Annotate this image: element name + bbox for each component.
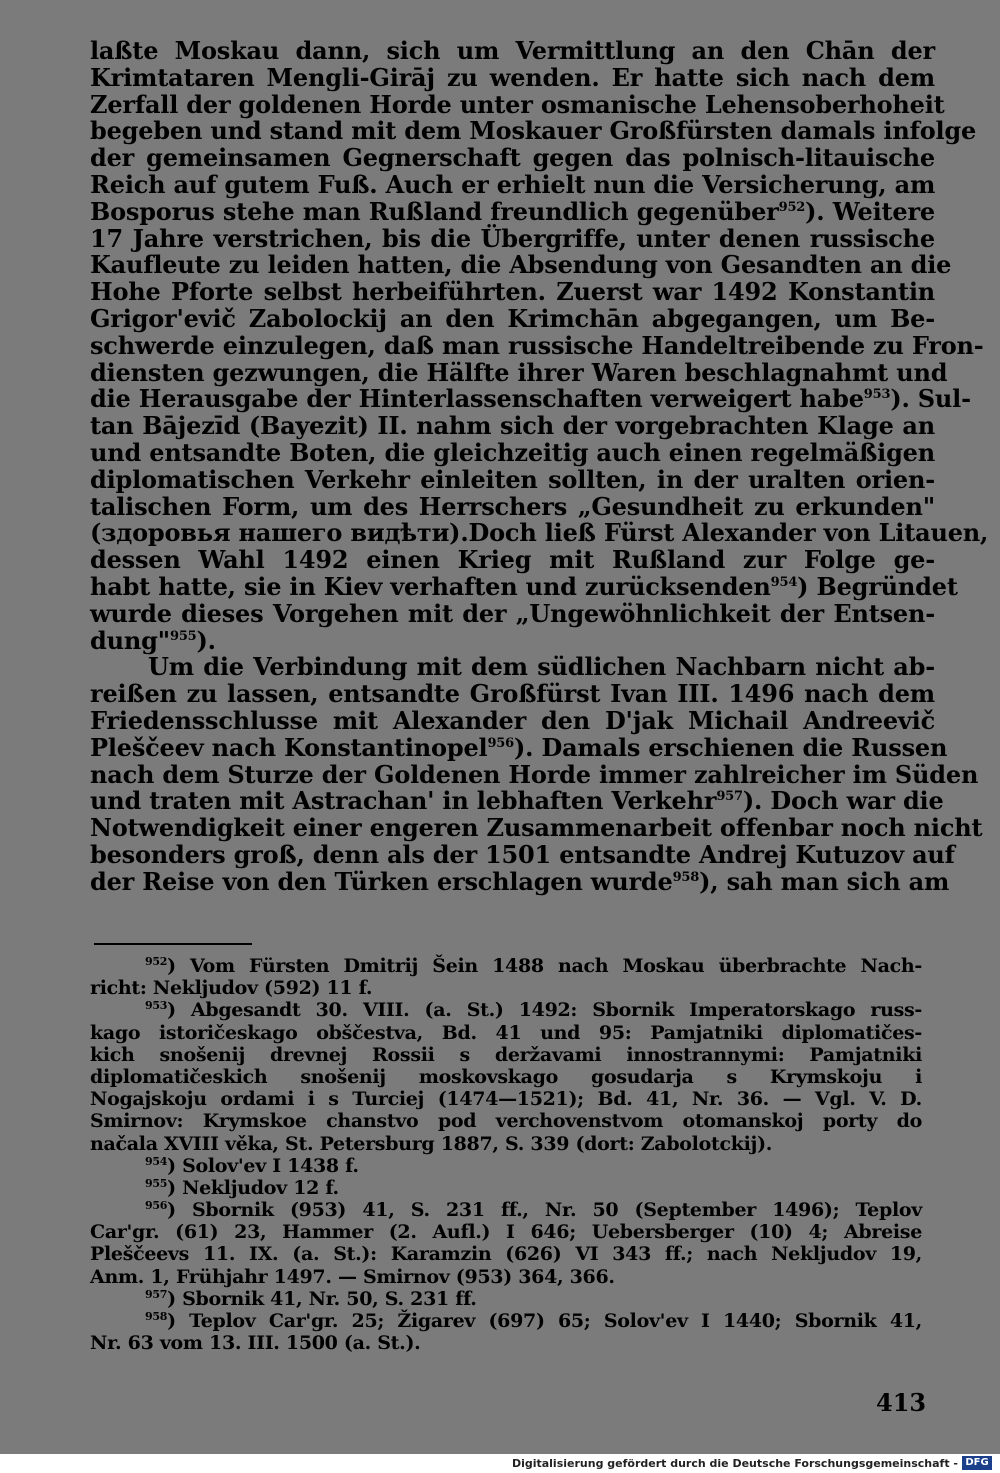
text-line — [90, 279, 935, 306]
footnote-number: 954 — [145, 1154, 168, 1168]
footnote-reference: 957 — [716, 789, 743, 805]
footnote-reference: 956 — [487, 735, 514, 751]
footnote-number: 958 — [145, 1310, 168, 1323]
text-line — [90, 705, 935, 735]
text-line — [90, 759, 979, 789]
line-text: Zerfall der goldenen Horde unter osmanische Lehensoberhoheit — [90, 89, 945, 119]
footnote-number: 955 — [145, 1176, 168, 1190]
text-line — [90, 732, 948, 762]
body-text — [90, 36, 989, 896]
footnote-line — [90, 1022, 922, 1044]
footnote-line — [90, 977, 922, 999]
text-line — [90, 518, 989, 548]
line-text: habt hatte, sie in Kiev verhaften und zurücksenden — [90, 571, 771, 601]
line-text: 17 Jahre verstrichen, bis die Übergriffe, unter denen russische — [90, 223, 935, 253]
line-text: Grigor'evič Zabolockij an den Krimchān abgegangen, um Be- — [90, 303, 935, 333]
footnote-text: ) Teplov Car'gr. 25; Žigarev (697) 65; Solov'ev I 1440; Sbornik 41, — [167, 1310, 922, 1332]
footnote-line — [90, 1155, 922, 1177]
line-text: (здоровья нашего видѣти).Doch ließ Fürst Alexander von Litauen, — [90, 518, 989, 548]
footnote-line — [90, 955, 922, 977]
text-line — [90, 437, 935, 467]
text-line — [90, 654, 935, 681]
text-line — [90, 169, 936, 199]
footnote-line — [90, 1044, 922, 1066]
footnote-text: Nr. 63 vom 13. III. 1500 (a. St.). — [90, 1332, 421, 1355]
line-text: Um die Verbindung mit dem südlichen Nachbarn nicht ab- — [148, 652, 935, 682]
line-text: reißen zu lassen, entsandte Großfürst Ivan III. 1496 nach dem — [90, 679, 935, 709]
footnote-line — [90, 1133, 922, 1155]
footnote-text: Nogajskoju ordami i s Turciej (1474—1521); Bd. 41, Nr. 36. — Vgl. V. D. — [90, 1088, 922, 1111]
footnote-text: ) Sbornik 41, Nr. 50, S. 231 ff. — [167, 1287, 477, 1310]
text-line — [90, 866, 950, 896]
text-line — [90, 223, 935, 253]
text-line — [90, 681, 935, 708]
footnote-line — [90, 1110, 922, 1132]
text-line — [90, 38, 935, 65]
line-text: dung" — [90, 625, 170, 655]
text-line — [90, 89, 945, 119]
footnote-number: 952 — [145, 955, 168, 968]
line-text: Krimtataren Mengli-Girāj zu wenden. Er hatte sich nach dem — [90, 62, 935, 92]
line-text: die Herausgabe der Hinterlassenschaften verweigert habe — [90, 384, 864, 414]
text-line — [90, 330, 984, 360]
text-line — [90, 250, 952, 280]
text-line — [90, 598, 935, 628]
footnote-text: ) Abgesandt 30. VIII. (a. St.) 1492: Sbornik Imperatorskago russ- — [167, 999, 922, 1022]
line-text: der gemeinsamen Gegnerschaft gegen das polnisch-litauische — [90, 143, 935, 173]
footnote-text: ) Vom Fürsten Dmitrij Šein 1488 nach Moskau überbrachte Nach- — [167, 955, 922, 977]
line-text-continued: ). — [196, 625, 216, 655]
footnotes — [90, 955, 922, 1354]
footnote-text: kago istoričeskago obščestva, Bd. 41 und 95: Pamjatniki diplomatičes- — [90, 1021, 922, 1044]
line-text-continued: ), sah man sich am — [699, 866, 950, 896]
line-text: und entsandte Boten, die gleichzeitig auch einen regelmäßigen — [90, 437, 935, 467]
footnote-text: ) Sbornik (953) 41, S. 231 ff., Nr. 50 (September 1496); Teplov — [167, 1199, 922, 1222]
footnote-text: diplomatičeskich snošenij moskovskago gosudarja s Krymskoju i — [90, 1065, 922, 1088]
line-text: laßte Moskau dann, sich um Vermittlung an den Chān der — [90, 36, 935, 65]
text-line — [90, 116, 977, 146]
footnote-line — [90, 1177, 922, 1199]
text-line — [90, 786, 944, 816]
text-line — [90, 491, 935, 521]
footnote-line — [90, 1221, 922, 1243]
line-text: und traten mit Astrachan' in lebhaften Verkehr — [90, 786, 717, 816]
line-text: Notwendigkeit einer engeren Zusammenarbeit offenbar noch nicht — [90, 813, 983, 843]
line-text: tan Bājezīd (Bayezit) II. nahm sich der vorgebrachten Klage an — [90, 411, 935, 441]
page-number: 413 — [876, 1388, 927, 1417]
line-text: begeben und stand mit dem Moskauer Großfürsten damals infolge — [90, 116, 977, 146]
text-line — [90, 547, 935, 574]
footnote-reference: 955 — [169, 628, 197, 644]
text-line — [90, 62, 935, 92]
text-line — [90, 357, 948, 387]
line-text: Friedensschlusse mit Alexander den D'jak Michail Andreevič — [90, 705, 935, 735]
line-text-continued: ). Sul- — [890, 384, 971, 414]
footnote-text: Pleščeevs 11. IX. (a. St.): Karamzin (626) VI 343 ff.; nach Nekljudov 19, — [90, 1243, 922, 1266]
footnote-number: 953 — [145, 999, 168, 1013]
line-text: schwerde einzulegen, daß man russische Handeltreibende zu Fron- — [90, 330, 984, 360]
footnote-number: 956 — [145, 1199, 168, 1213]
footnote-line — [90, 1288, 922, 1310]
line-text: der Reise von den Türken erschlagen wurde — [90, 866, 673, 896]
text-line — [90, 464, 935, 494]
footnote-line — [90, 999, 922, 1021]
line-text: diplomatischen Verkehr einleiten sollten, in der uralten orien- — [90, 464, 935, 494]
text-line — [90, 384, 971, 414]
line-text: Kaufleute zu leiden hatten, die Absendung von Gesandten an die — [90, 250, 952, 280]
footnote-text: kich snošenij drevnej Rossii s deržavami innostrannymi: Pamjatniki — [90, 1043, 922, 1066]
line-text-continued: ). Damals erschienen die Russen — [513, 732, 948, 762]
text-line — [90, 303, 935, 333]
footnote-line — [90, 1243, 922, 1265]
line-text-continued: ). Weitere — [805, 196, 935, 226]
footnote-text: načala XVIII věka, St. Petersburg 1887, S. 339 (dort: Zabolotckij). — [90, 1132, 773, 1155]
footnote-text: ) Nekljudov 12 f. — [167, 1176, 339, 1199]
footnote-reference: 954 — [770, 574, 798, 590]
line-text: diensten gezwungen, die Hälfte ihrer Waren beschlagnahmt und — [90, 357, 948, 387]
line-text: dessen Wahl 1492 einen Krieg mit Rußland zur Folge ge- — [90, 545, 935, 575]
footnote-text: Anm. 1, Frühjahr 1497. — Smirnov (953) 364, 366. — [90, 1265, 615, 1288]
dfg-logo: DFG — [962, 1456, 992, 1470]
footnote-number: 957 — [145, 1287, 168, 1301]
footnote-line — [90, 1332, 922, 1354]
line-text: Hohe Pforte selbst herbeiführten. Zuerst war 1492 Konstantin — [90, 277, 935, 307]
text-line — [90, 625, 935, 655]
footnote-text: Car'gr. (61) 23, Hammer (2. Aufl.) I 646; Uebersberger (10) 4; Abreise — [90, 1221, 922, 1244]
line-text: Pleščeev nach Konstantinopel — [90, 732, 488, 762]
line-text-continued: ) Begründet — [797, 571, 958, 601]
line-text: wurde dieses Vorgehen mit der „Ungewöhnlichkeit der Entsen- — [90, 598, 935, 628]
text-line — [90, 839, 955, 869]
text-line — [90, 196, 935, 226]
footnote-text: ) Solov'ev I 1438 f. — [167, 1154, 359, 1177]
line-text-continued: ). Doch war die — [742, 786, 944, 816]
footer-credit: Digitalisierung gefördert durch die Deutsche Forschungsgemeinschaft - — [511, 1457, 958, 1470]
text-line — [90, 413, 935, 440]
footnote-text: Smirnov: Krymskoe chanstvo pod verchovenstvom otomanskoj porty do — [90, 1110, 922, 1133]
footnote-line — [90, 1199, 922, 1221]
text-line — [90, 813, 983, 843]
line-text: Bosporus stehe man Rußland freundlich gegenüber — [90, 196, 779, 226]
line-text: nach dem Sturze der Goldenen Horde immer zahlreicher im Süden — [90, 759, 979, 789]
footnote-line — [90, 1088, 922, 1110]
text-line — [90, 145, 935, 172]
text-line — [90, 571, 958, 601]
footnote-reference: 952 — [778, 199, 806, 215]
line-text: Reich auf gutem Fuß. Auch er erhielt nun die Versicherung, am — [90, 169, 936, 199]
footnote-reference: 958 — [672, 869, 700, 885]
footnote-line — [90, 1066, 922, 1088]
line-text: talischen Form, um des Herrschers „Gesundheit zu erkunden" — [90, 491, 935, 521]
footnote-line — [90, 1266, 922, 1288]
footnote-separator — [94, 943, 252, 945]
footnote-reference: 953 — [863, 387, 891, 403]
footnote-line — [90, 1310, 922, 1332]
line-text: besonders groß, denn als der 1501 entsandte Andrej Kutuzov auf — [90, 839, 955, 869]
footnote-text: richt: Nekljudov (592) 11 f. — [90, 977, 373, 1000]
